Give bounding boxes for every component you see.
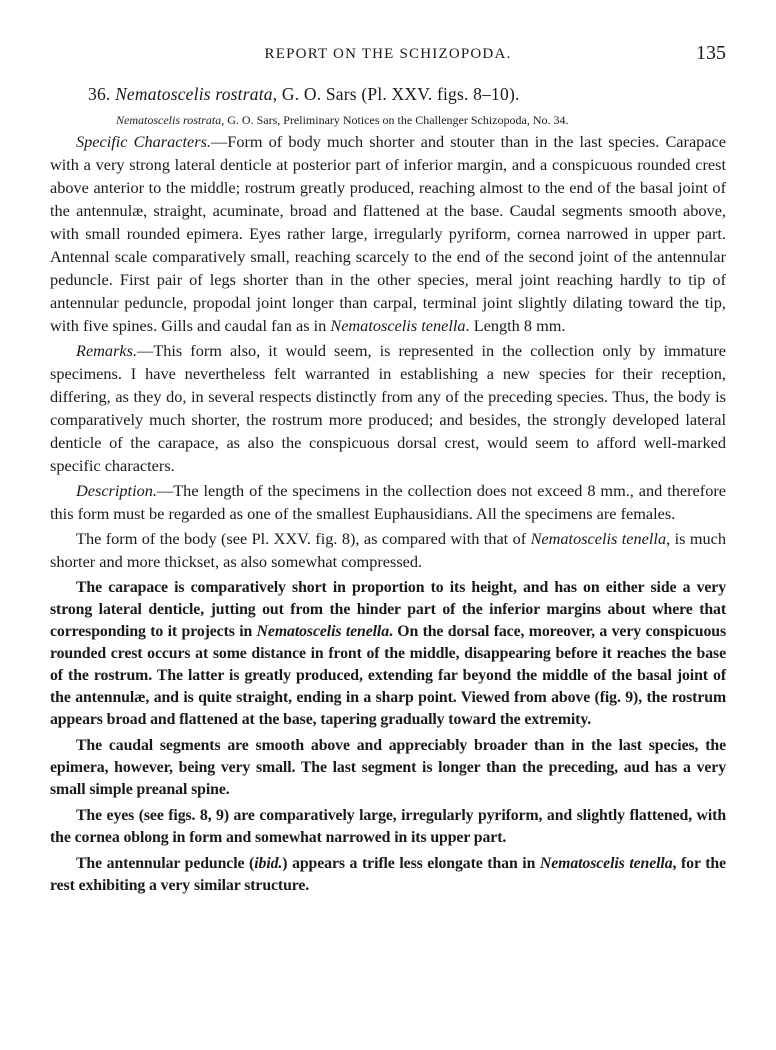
- species-reference: Nematoscelis tenella: [539, 855, 673, 872]
- running-head: REPORT ON THE SCHIZOPODA.: [264, 46, 512, 62]
- ibid-reference: ibid.: [254, 855, 283, 872]
- remarks-paragraph: Remarks.—This form also, it would seem, is represented in the collection only by immature specimens. I have nevertheless felt warranted in establishing a new species for their reception, differing, as they do, in several respects distinctly from any of the preceding species. Thus, the body is comparatively much shorter, the rostrum more produced; and besides, the strongly developed lateral denticle of the carapace, as also the conspicuous dorsal crest, would seem to afford well-marked specific characters.: [50, 341, 726, 475]
- body-form-paragraph: The form of the body (see Pl. XXV. fig. 8), as compared with that of Nematoscelis tenella, is much shorter and more thickset, as also somewhat compressed.: [50, 529, 726, 571]
- description-label: Description.: [76, 481, 157, 500]
- page-number: 135: [696, 42, 726, 64]
- body-text: [50, 130, 726, 897]
- species-citation: [116, 113, 569, 128]
- species-number: 36.: [88, 84, 111, 104]
- caudal-segments-paragraph: The caudal segments are smooth above and appreciably broader than in the last species, the epimera, however, being very small. The last segment is longer than the preceding, aud has a very small simple preanal spine.: [50, 737, 726, 798]
- species-reference: Nematoscelis tenella: [256, 623, 390, 640]
- page-header: [50, 42, 726, 66]
- species-authority: , G. O. Sars (Pl. XXV. figs. 8–10).: [272, 84, 520, 104]
- eyes-paragraph: The eyes (see figs. 8, 9) are comparatively large, irregularly pyriform, and slightly flattened, with the cornea oblong in form and somewhat narrowed in its upper part.: [50, 807, 726, 846]
- description-paragraph: Description.—The length of the specimens in the collection does not exceed 8 mm., and therefore this form must be regarded as one of the smallest Euphausidians. All the specimens are females.: [50, 481, 726, 523]
- citation-name: Nematoscelis rostrata: [116, 113, 222, 127]
- remarks-label: Remarks.: [76, 341, 138, 360]
- specific-characters-paragraph: Specific Characters.—Form of body much shorter and stouter than in the last species. Carapace with a very strong lateral denticle at posterior part of inferior margin, and a conspicuous rounded crest above anterior to the middle; rostrum greatly produced, reaching almost to the end of the basal joint of the antennulæ, straight, acuminate, broad and flattened at the base. Caudal segments smooth above, with small rounded epimera. Eyes rather large, irregularly pyriform, cornea narrowed in upper part. Antennal scale comparatively small, reaching scarcely to the end of the second joint of the antennular peduncle. First pair of legs shorter than in the other species, meral joint reaching hardly to tip of antennular peduncle, propodal joint longer than carpal, terminal joint slightly dilating toward the tip, with five spines. Gills and caudal fan as in Nematoscelis tenella. Length 8 mm.: [50, 132, 726, 335]
- citation-text: , G. O. Sars, Preliminary Notices on the Challenger Schizopoda, No. 34.: [221, 113, 569, 127]
- species-reference: Nematoscelis tenella: [530, 529, 667, 548]
- antennular-peduncle-paragraph: The antennular peduncle (ibid.) appears a trifle less elongate than in Nematoscelis tenella, for the rest exhibiting a very similar structure.: [50, 855, 726, 894]
- specific-characters-label: Specific Characters.: [76, 132, 211, 151]
- species-heading: [88, 84, 520, 105]
- carapace-paragraph: The carapace is comparatively short in proportion to its height, and has on either side a very strong lateral denticle, jutting out from the hinder part of the inferior margins about where that corresponding to it projects in Nematoscelis tenella. On the dorsal face, moreover, a very conspicuous rounded crest occurs at some distance in front of the middle, disappearing before it reaches the base of the rostrum. The latter is greatly produced, extending far beyond the middle of the basal joint of the antennulæ, and is quite straight, ending in a sharp point. Viewed from above (fig. 9), the rostrum appears broad and flattened at the base, tapering gradually toward the extremity.: [50, 579, 726, 728]
- species-reference: Nematoscelis tenella: [330, 316, 466, 335]
- species-name: Nematoscelis rostrata: [115, 84, 273, 104]
